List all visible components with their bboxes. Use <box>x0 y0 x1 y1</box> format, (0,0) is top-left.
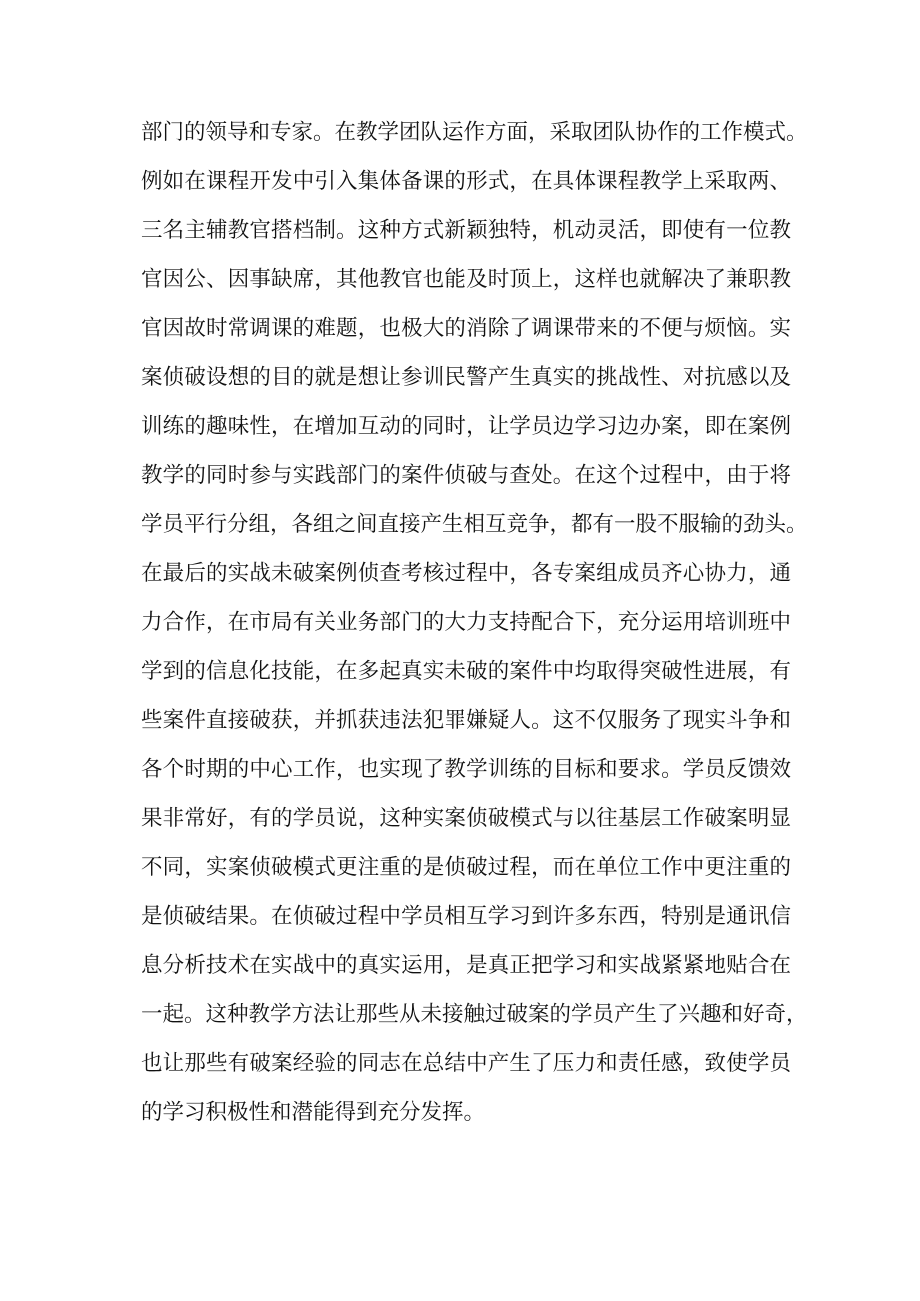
text-line: 力合作，在市局有关业务部门的大力支持配合下，充分运用培训班中 <box>141 610 791 635</box>
text-line: 是侦破结果。在侦破过程中学员相互学习到许多东西，特别是通讯信 <box>141 904 791 929</box>
text-line: 些案件直接破获，并抓获违法犯罪嫌疑人。这不仅服务了现实斗争和 <box>141 708 791 733</box>
text-line: 一起。这种教学方法让那些从未接触过破案的学员产生了兴趣和好奇， <box>141 1002 808 1027</box>
text-line: 案侦破设想的目的就是想让参训民警产生真实的挑战性、对抗感以及 <box>141 365 791 390</box>
text-line: 官因公、因事缺席，其他教官也能及时顶上，这样也就解决了兼职教 <box>141 267 791 292</box>
text-line: 在最后的实战未破案例侦查考核过程中，各专案组成员齐心协力，通 <box>141 561 791 586</box>
body-paragraph <box>141 108 808 1137</box>
text-line: 学到的信息化技能，在多起真实未破的案件中均取得突破性进展，有 <box>141 659 791 684</box>
text-line: 的学习积极性和潜能得到充分发挥。 <box>141 1100 486 1125</box>
text-line: 教学的同时参与实践部门的案件侦破与查处。在这个过程中，由于将 <box>141 463 791 488</box>
text-line: 果非常好，有的学员说，这种实案侦破模式与以往基层工作破案明显 <box>141 806 791 831</box>
text-line: 学员平行分组，各组之间直接产生相互竞争，都有一股不服输的劲头。 <box>141 512 808 537</box>
text-line: 三名主辅教官搭档制。这种方式新颖独特，机动灵活，即使有一位教 <box>141 218 791 243</box>
text-line: 部门的领导和专家。在教学团队运作方面，采取团队协作的工作模式。 <box>141 120 808 145</box>
text-line: 例如在课程开发中引入集体备课的形式，在具体课程教学上采取两、 <box>141 169 791 194</box>
text-line: 各个时期的中心工作，也实现了教学训练的目标和要求。学员反馈效 <box>141 757 791 782</box>
text-line: 训练的趣味性，在增加互动的同时，让学员边学习边办案，即在案例 <box>141 414 791 439</box>
text-line: 也让那些有破案经验的同志在总结中产生了压力和责任感，致使学员 <box>141 1051 791 1076</box>
text-line: 官因故时常调课的难题，也极大的消除了调课带来的不便与烦恼。实 <box>141 316 791 341</box>
text-line: 息分析技术在实战中的真实运用，是真正把学习和实战紧紧地贴合在 <box>141 953 791 978</box>
text-line: 不同，实案侦破模式更注重的是侦破过程，而在单位工作中更注重的 <box>141 855 791 880</box>
